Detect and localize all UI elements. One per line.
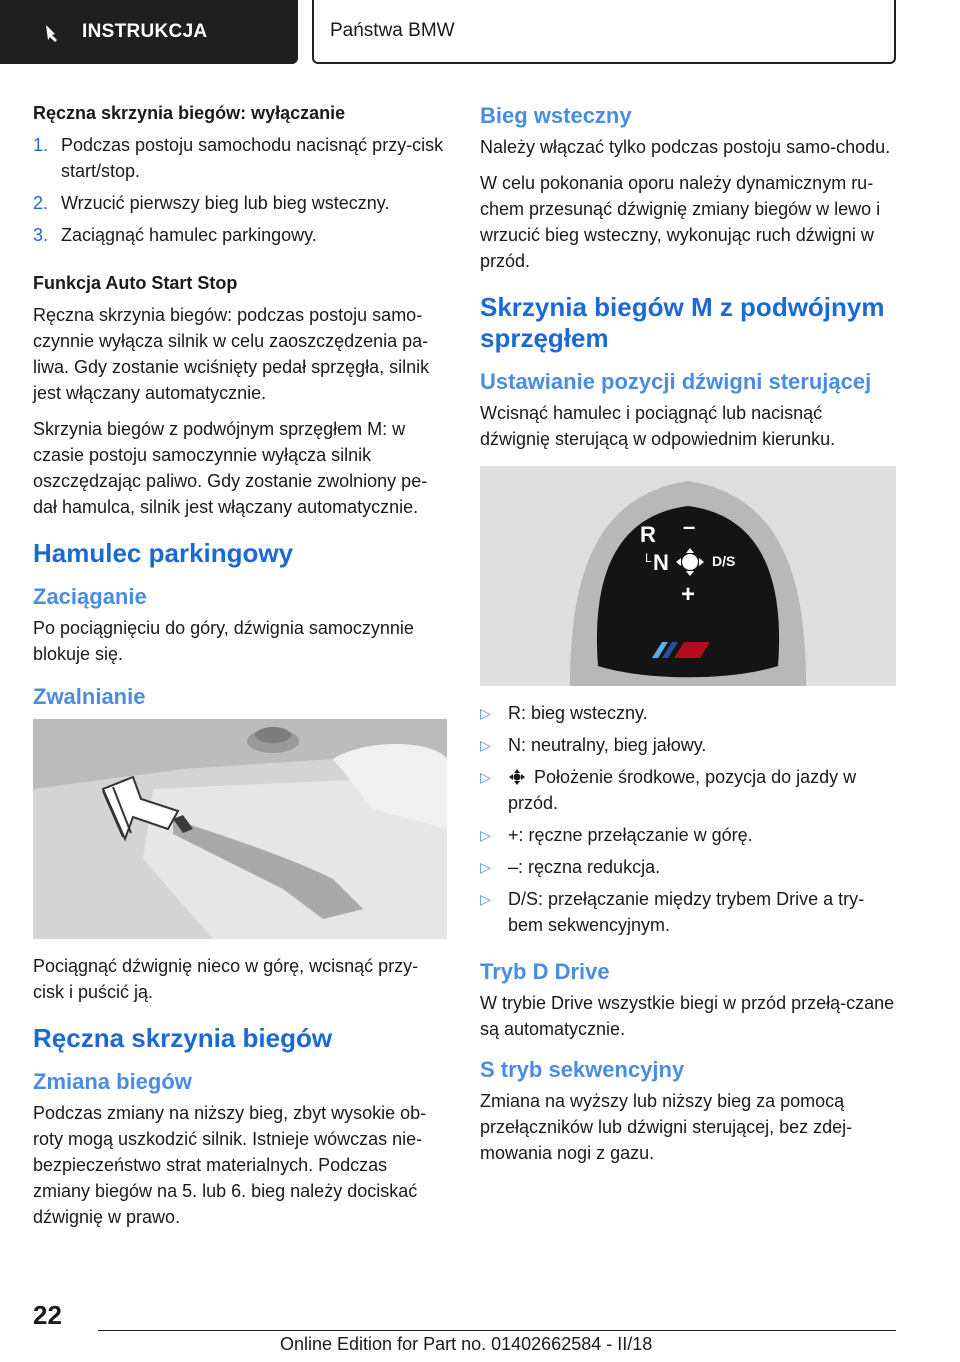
knob-l-label: L [645, 551, 652, 565]
footer-edition: Online Edition for Part no. 01402662584 - II/18 [280, 1334, 653, 1354]
bullet-triangle-icon: ▷ [480, 859, 491, 875]
selector-heading: Ustawianie pozycji dźwigni sterującej [480, 369, 872, 394]
right-column [480, 100, 896, 1176]
knob-plus-label: + [681, 581, 696, 608]
left-column [33, 100, 447, 1240]
auto-start-stop-title: Funkcja Auto Start Stop [33, 273, 238, 293]
step-item [33, 190, 447, 216]
knob-minus-label: – [683, 514, 696, 539]
list-item [480, 764, 896, 816]
release-heading: Zwalnianie [33, 684, 146, 709]
list-item [480, 886, 896, 938]
country-tab[interactable] [312, 0, 896, 64]
list-item-text: R: bieg wsteczny. [508, 703, 648, 723]
list-item-text-wrap [508, 764, 896, 816]
gear-selector-image [480, 466, 896, 686]
bullet-triangle-icon: ▷ [480, 769, 491, 785]
list-item-text: Położenie środkowe, pozycja do jazdy w przód. [508, 767, 857, 813]
parking-brake-image [33, 719, 447, 939]
shift-heading: Zmiana biegów [33, 1069, 192, 1094]
reverse-text-1: Należy włączać tylko podczas postoju samo-chodu. [480, 137, 891, 157]
reverse-heading: Bieg wsteczny [480, 103, 632, 128]
shift-text: Podczas zmiany na niższy bieg, zbyt wysokie ob-roty mogą uszkodzić silnik. Istnieje wówczas nie-bezpieczeństwo strat materialnych. Podczas zmiany biegów na 5. lub 6. bieg należy dociskać dźwignię w prawo. [33, 1103, 427, 1227]
reverse-text-2: W celu pokonania oporu należy dynamicznym ru-chem przesunąć dźwignię zmiany biegów w lewo i wrzucić bieg wsteczny, wykonując ruch dźwigni w przód. [480, 173, 881, 271]
bullet-triangle-icon: ▷ [480, 891, 491, 907]
apply-text: Po pociągnięciu do góry, dźwignia samoczynnie blokuje się. [33, 618, 414, 664]
center-position-icon [508, 768, 526, 786]
list-item-text: N: neutralny, bieg jałowy. [508, 735, 707, 755]
step-number: 3. [33, 225, 49, 245]
sequential-heading: S tryb sekwencyjny [480, 1057, 685, 1082]
knob-r-label: R [640, 522, 656, 547]
list-item [480, 822, 896, 848]
list-item-text: D/S: przełączanie między trybem Drive a try-bem sekwencyjnym. [508, 889, 865, 935]
sequential-text: Zmiana na wyższy lub niższy bieg za pomocą przełączników lub dźwigni sterującej, bez zdej-mowania nogi z gazu. [480, 1091, 853, 1163]
step-number: 1. [33, 135, 49, 155]
manual-off-steps [33, 132, 447, 248]
auto-start-stop-dct-text: Skrzynia biegów z podwójnym sprzęgłem M: w czasie postoju samoczynnie wyłącza silnik oszczędzając paliwo. Gdy zostanie zwolniony pe-dał hamulca, silnik jest włączany automatycznie. [33, 419, 428, 517]
step-text: Podczas postoju samochodu nacisnąć przy-cisk start/stop. [61, 135, 444, 181]
step-text: Zaciągnąć hamulec parkingowy. [61, 225, 317, 245]
instruction-tab-label: INSTRUKCJA [82, 21, 208, 42]
knob-n-label: N [653, 550, 669, 575]
drive-text: W trybie Drive wszystkie biegi w przód przełą-czane są automatycznie. [480, 993, 895, 1039]
apply-heading: Zaciąganie [33, 584, 147, 609]
list-item-text: –: ręczna redukcja. [508, 857, 661, 877]
selector-positions-list [480, 700, 896, 938]
list-item-text: +: ręczne przełączanie w górę. [508, 825, 753, 845]
page-number: 22 [33, 1300, 62, 1330]
parking-brake-heading: Hamulec parkingowy [33, 538, 294, 568]
auto-start-stop-manual-text: Ręczna skrzynia biegów: podczas postoju samo-czynnie wyłącza silnik w celu zaoszczędzenia pa-liwa. Gdy zostanie wciśnięty pedał sprzęgła, silnik jest włączany automatycznie. [33, 305, 430, 403]
step-item [33, 132, 447, 184]
footer-divider [98, 1330, 896, 1331]
country-tab-label: Państwa BMW [330, 20, 455, 41]
step-text: Wrzucić pierwszy bieg lub bieg wsteczny. [61, 193, 390, 213]
bullet-triangle-icon: ▷ [480, 705, 491, 721]
step-item [33, 222, 447, 248]
bullet-triangle-icon: ▷ [480, 737, 491, 753]
manual-gearbox-heading: Ręczna skrzynia biegów [33, 1023, 333, 1053]
bullet-triangle-icon: ▷ [480, 827, 491, 843]
knob-ds-label: D/S [712, 553, 736, 569]
step-number: 2. [33, 193, 49, 213]
list-item [480, 700, 896, 726]
dct-heading: Skrzynia biegów M z podwójnym sprzęgłem [480, 292, 885, 353]
drive-heading: Tryb D Drive [480, 959, 610, 984]
manual-off-title: Ręczna skrzynia biegów: wyłączanie [33, 103, 346, 123]
selector-text: Wcisnąć hamulec i pociągnąć lub nacisnąć dźwignię sterującą w odpowiednim kierunku. [480, 403, 836, 449]
car-pointer-icon [42, 21, 64, 43]
list-item [480, 732, 896, 758]
instruction-tab[interactable] [0, 0, 298, 64]
list-item [480, 854, 896, 880]
release-text: Pociągnąć dźwignię nieco w górę, wcisnąć przy-cisk i puścić ją. [33, 956, 419, 1002]
